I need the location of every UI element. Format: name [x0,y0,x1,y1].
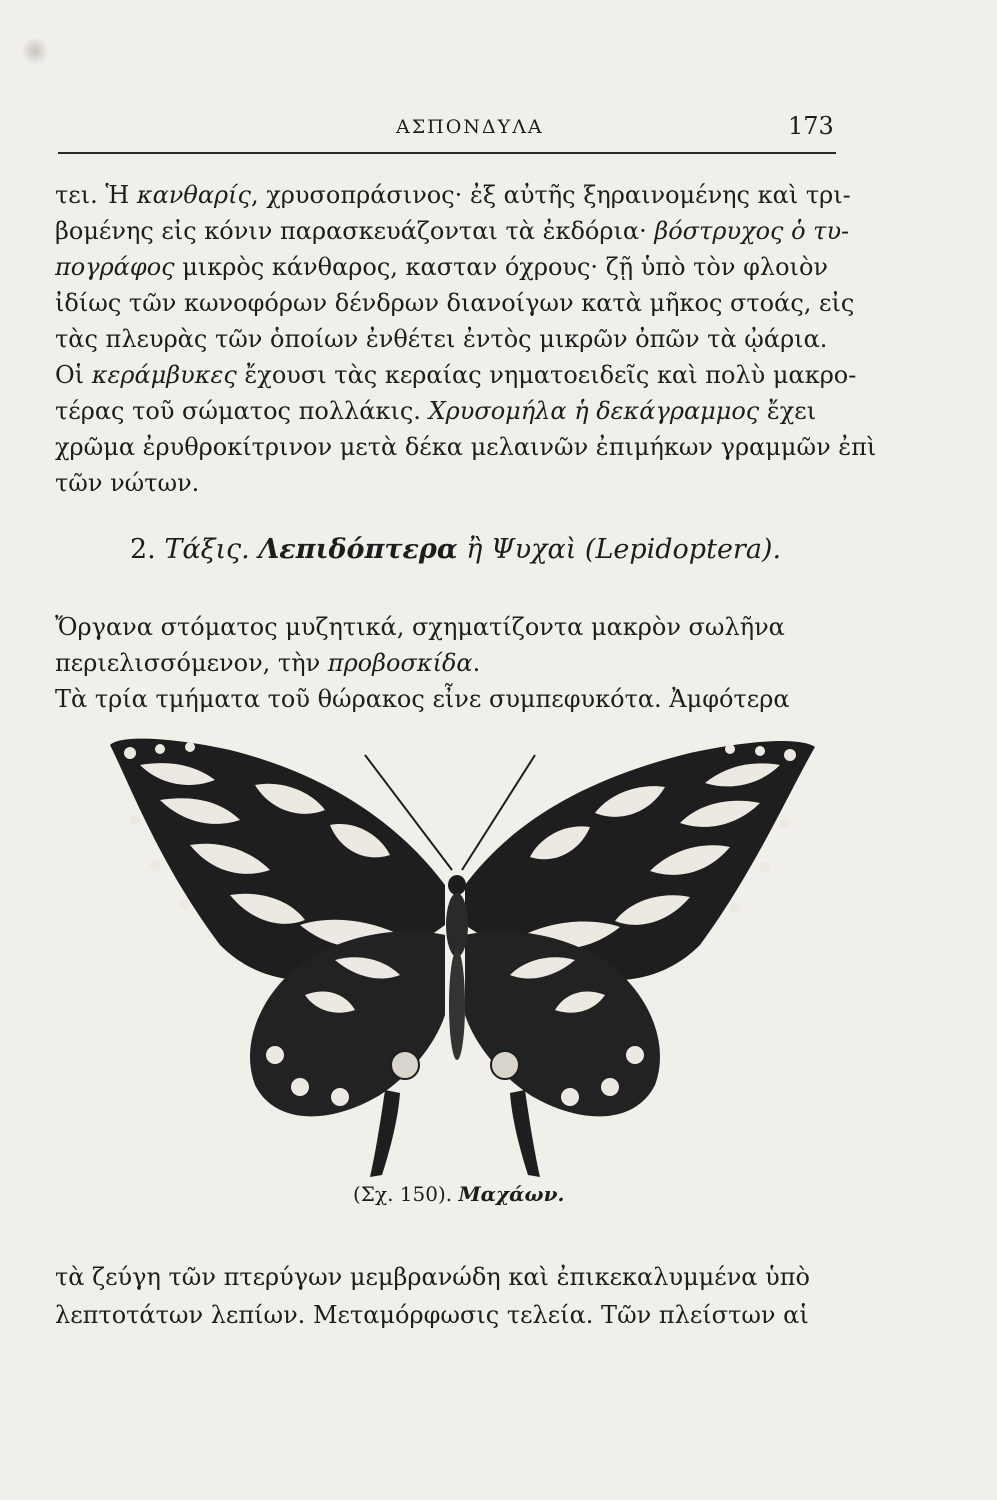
butterfly-illustration [100,725,845,1180]
text-line: τει. Ἡ κανθαρίς, χρυσοπράσινος· ἐξ αὐτῆς ξηραινομένης καὶ τρι- [55,181,851,209]
text-line: περιελισσόμενον, τὴν προβοσκίδα. [55,649,481,677]
running-title: ΑΣΠΟΝΔΥΛΑ [396,116,544,138]
text-line: τὰ ζεύγη τῶν πτερύγων μεμβρανώδη καὶ ἐπικεκαλυμμένα ὑπὸ [55,1263,810,1291]
butterfly-head [448,875,466,895]
term-bostrychos: βόστρυχος ὁ τυ- [654,217,850,245]
butterfly-abdomen [449,950,465,1060]
text-line: Ὄργανα στόματος μυζητικά, σχηματίζοντα μακρὸν σωλῆνα [55,613,785,641]
text-line: χρῶμα ἐρυθροκίτρινον μετὰ δέκα μελαινῶν ἐπιμήκων γραμμῶν ἐπὶ [55,433,877,461]
text-line: λεπτοτάτων λεπίων. Μεταμόρφωσις τελεία. Τῶν πλείστων αἱ [55,1301,809,1329]
swallowtail-figure [100,725,845,1180]
text-line: ἰδίως τῶν κωνοφόρων δένδρων διανοίγων κατὰ μῆκος στοάς, εἰς [55,289,855,317]
figure-caption: (Σχ. 150). Μαχάων. [353,1182,565,1206]
term-proboscis: προβοσκίδα [327,649,473,677]
text-line: τέρας τοῦ σώματος πολλάκις. Χρυσομήλα ἡ δεκάγραμμος ἔχει [55,397,817,425]
left-tail [370,1090,400,1177]
right-eyespot [491,1051,519,1079]
text-line: τῶν νώτων. [55,469,200,497]
term-kantharis: κανθαρίς [136,181,251,209]
paper-stain [22,38,48,64]
species-name: Μαχάων. [458,1182,565,1206]
text-line: πογράφος μικρὸς κάνθαρος, κασταν όχρους· ζῇ ὑπὸ τὸν φλοιὸν [55,253,829,281]
left-eyespot [391,1051,419,1079]
order-name: Λεπιδόπτερα [258,534,458,565]
butterfly-thorax [446,893,468,957]
term-chrysomela: Χρυσομήλα ἡ δεκάγραμμος [428,397,760,425]
section-heading: 2. Τάξις. Λεπιδόπτερα ἢ Ψυχαὶ (Lepidoptera). [130,534,782,565]
text-line: Τὰ τρία τμήματα τοῦ θώρακος εἶνε συμπεφυκότα. Ἀμφότερα [55,685,790,713]
page-number: 173 [788,112,834,140]
text-line: τὰς πλευρὰς τῶν ὁποίων ἐνθέτει ἐντὸς μικρῶν ὀπῶν τὰ ᾠάρια. [55,325,828,353]
right-tail [510,1090,540,1177]
header-rule [58,152,836,154]
text-line: Οἱ κεράμβυκες ἔχουσι τὰς κεραίας νηματοειδεῖς καὶ πολὺ μακρο- [55,361,857,389]
text-line: βομένης εἰς κόνιν παρασκευάζονται τὰ ἐκδόρια· βόστρυχος ὁ τυ- [55,217,850,245]
term-kerambykes: κεράμβυκες [91,361,237,389]
latin-name: (Lepidoptera). [584,534,782,565]
